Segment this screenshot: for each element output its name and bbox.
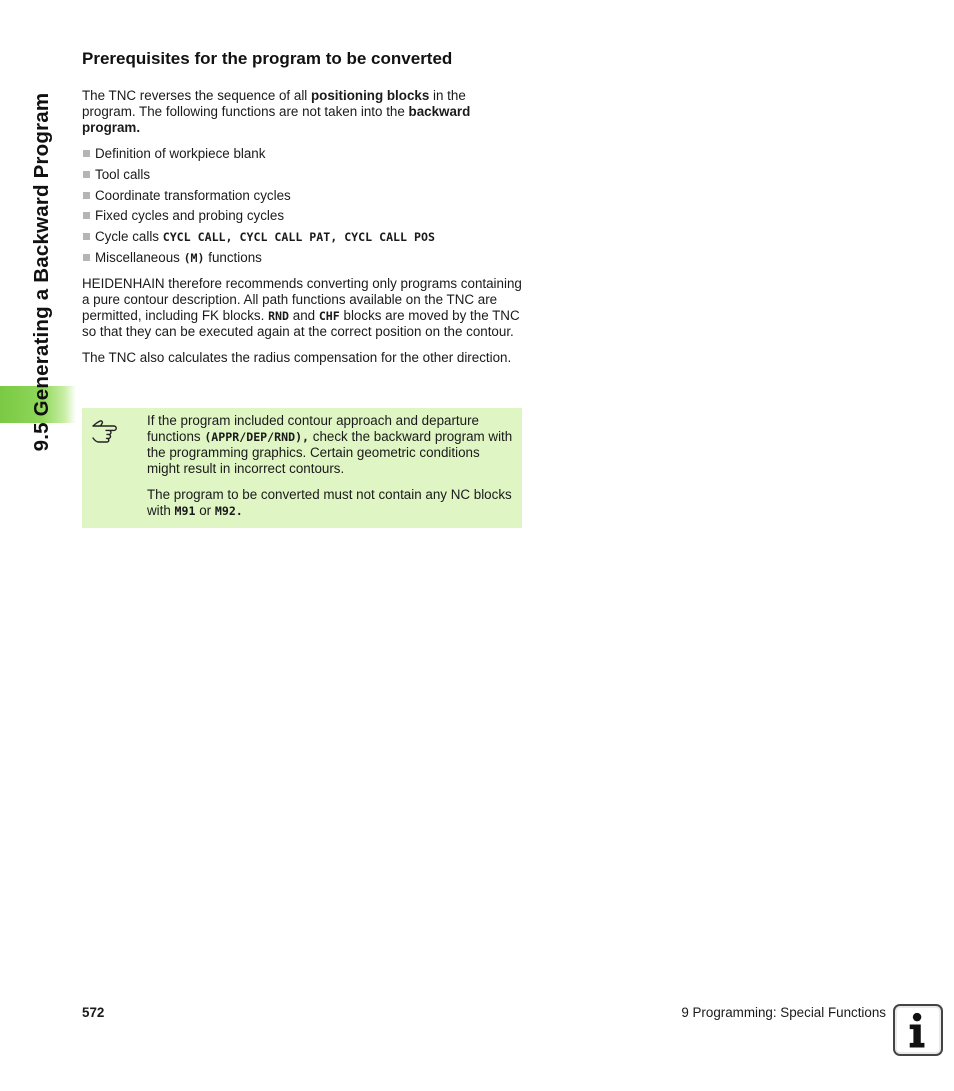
para2-text-3: blocks are moved by the TNC so that they can be executed again at the correct position on the contour. [82, 307, 520, 339]
para2-text-1: HEIDENHAIN therefore recommends converting only programs containing a pure contour description. All path functions available on the TNC are permitted, including FK blocks. [82, 275, 522, 323]
list-item-text: Tool calls [95, 166, 151, 182]
bullet-square-icon [83, 254, 90, 261]
list-item [82, 188, 522, 204]
para2-code-rnd: RND [268, 308, 290, 323]
list-item [82, 146, 522, 162]
main-content [82, 48, 522, 376]
note-text [147, 413, 515, 529]
radius-paragraph: The TNC also calculates the radius compensation for the other direction. [82, 349, 512, 365]
intro-text-2: in the program. The following functions are not taken into the [82, 88, 466, 119]
excluded-functions-list [82, 146, 522, 266]
intro-bold-1: positioning blocks [311, 88, 430, 103]
intro-bold-2: backward program. [82, 104, 471, 135]
bullet-square-icon [83, 192, 90, 199]
list-item-text: Coordinate transformation cycles [95, 187, 291, 203]
intro-paragraph [82, 88, 522, 136]
bullet-square-icon [83, 171, 90, 178]
bullet-square-icon [83, 212, 90, 219]
bullet-square-icon [83, 233, 90, 240]
info-button[interactable] [893, 1004, 943, 1056]
recommendation-paragraph [82, 276, 522, 340]
note-p1-code: (APPR/DEP/RND), [204, 430, 310, 444]
note-p2-text-2: or [195, 503, 215, 518]
list-item-text: Miscellaneous [95, 249, 184, 265]
note-box [82, 408, 522, 528]
pointing-hand-icon [90, 418, 128, 444]
list-item [82, 250, 522, 266]
list-item-code: CYCL CALL, CYCL CALL PAT, CYCL CALL POS [162, 230, 435, 245]
list-item-text: Definition of workpiece blank [95, 146, 266, 161]
chapter-footer: 9 Programming: Special Functions [681, 1005, 886, 1020]
para2-text-2: and [289, 307, 319, 323]
intro-text-1: The TNC reverses the sequence of all [82, 88, 311, 103]
list-item [82, 229, 522, 245]
note-p1-text-1: If the program included contour approach and departure functions [147, 413, 480, 444]
page-number: 572 [82, 1005, 105, 1020]
list-item-text: Fixed cycles and probing cycles [95, 208, 285, 224]
para2-code-chf: CHF [318, 308, 340, 323]
note-p1-text-2: check the backward program with the programming graphics. Certain geometric conditions might result in incorrect contours. [147, 429, 513, 476]
note-paragraph-2 [147, 487, 515, 519]
info-icon [895, 1006, 941, 1054]
list-item-text: Cycle calls [95, 229, 163, 245]
note-p2-text-1: The program to be converted must not contain any NC blocks with [147, 487, 512, 518]
bullet-square-icon [83, 150, 90, 157]
note-p2-code-m92: M92. [214, 504, 243, 518]
section-heading: Prerequisites for the program to be converted [82, 49, 453, 68]
note-p2-code-m91: M91 [174, 504, 196, 518]
note-paragraph-1 [147, 413, 515, 477]
list-item-text-2: functions [204, 249, 262, 265]
list-item-code: (M) [183, 250, 205, 265]
list-item [82, 208, 522, 224]
list-item [82, 167, 522, 183]
chapter-side-title: 9.5 Generating a Backward Program [30, 92, 53, 452]
